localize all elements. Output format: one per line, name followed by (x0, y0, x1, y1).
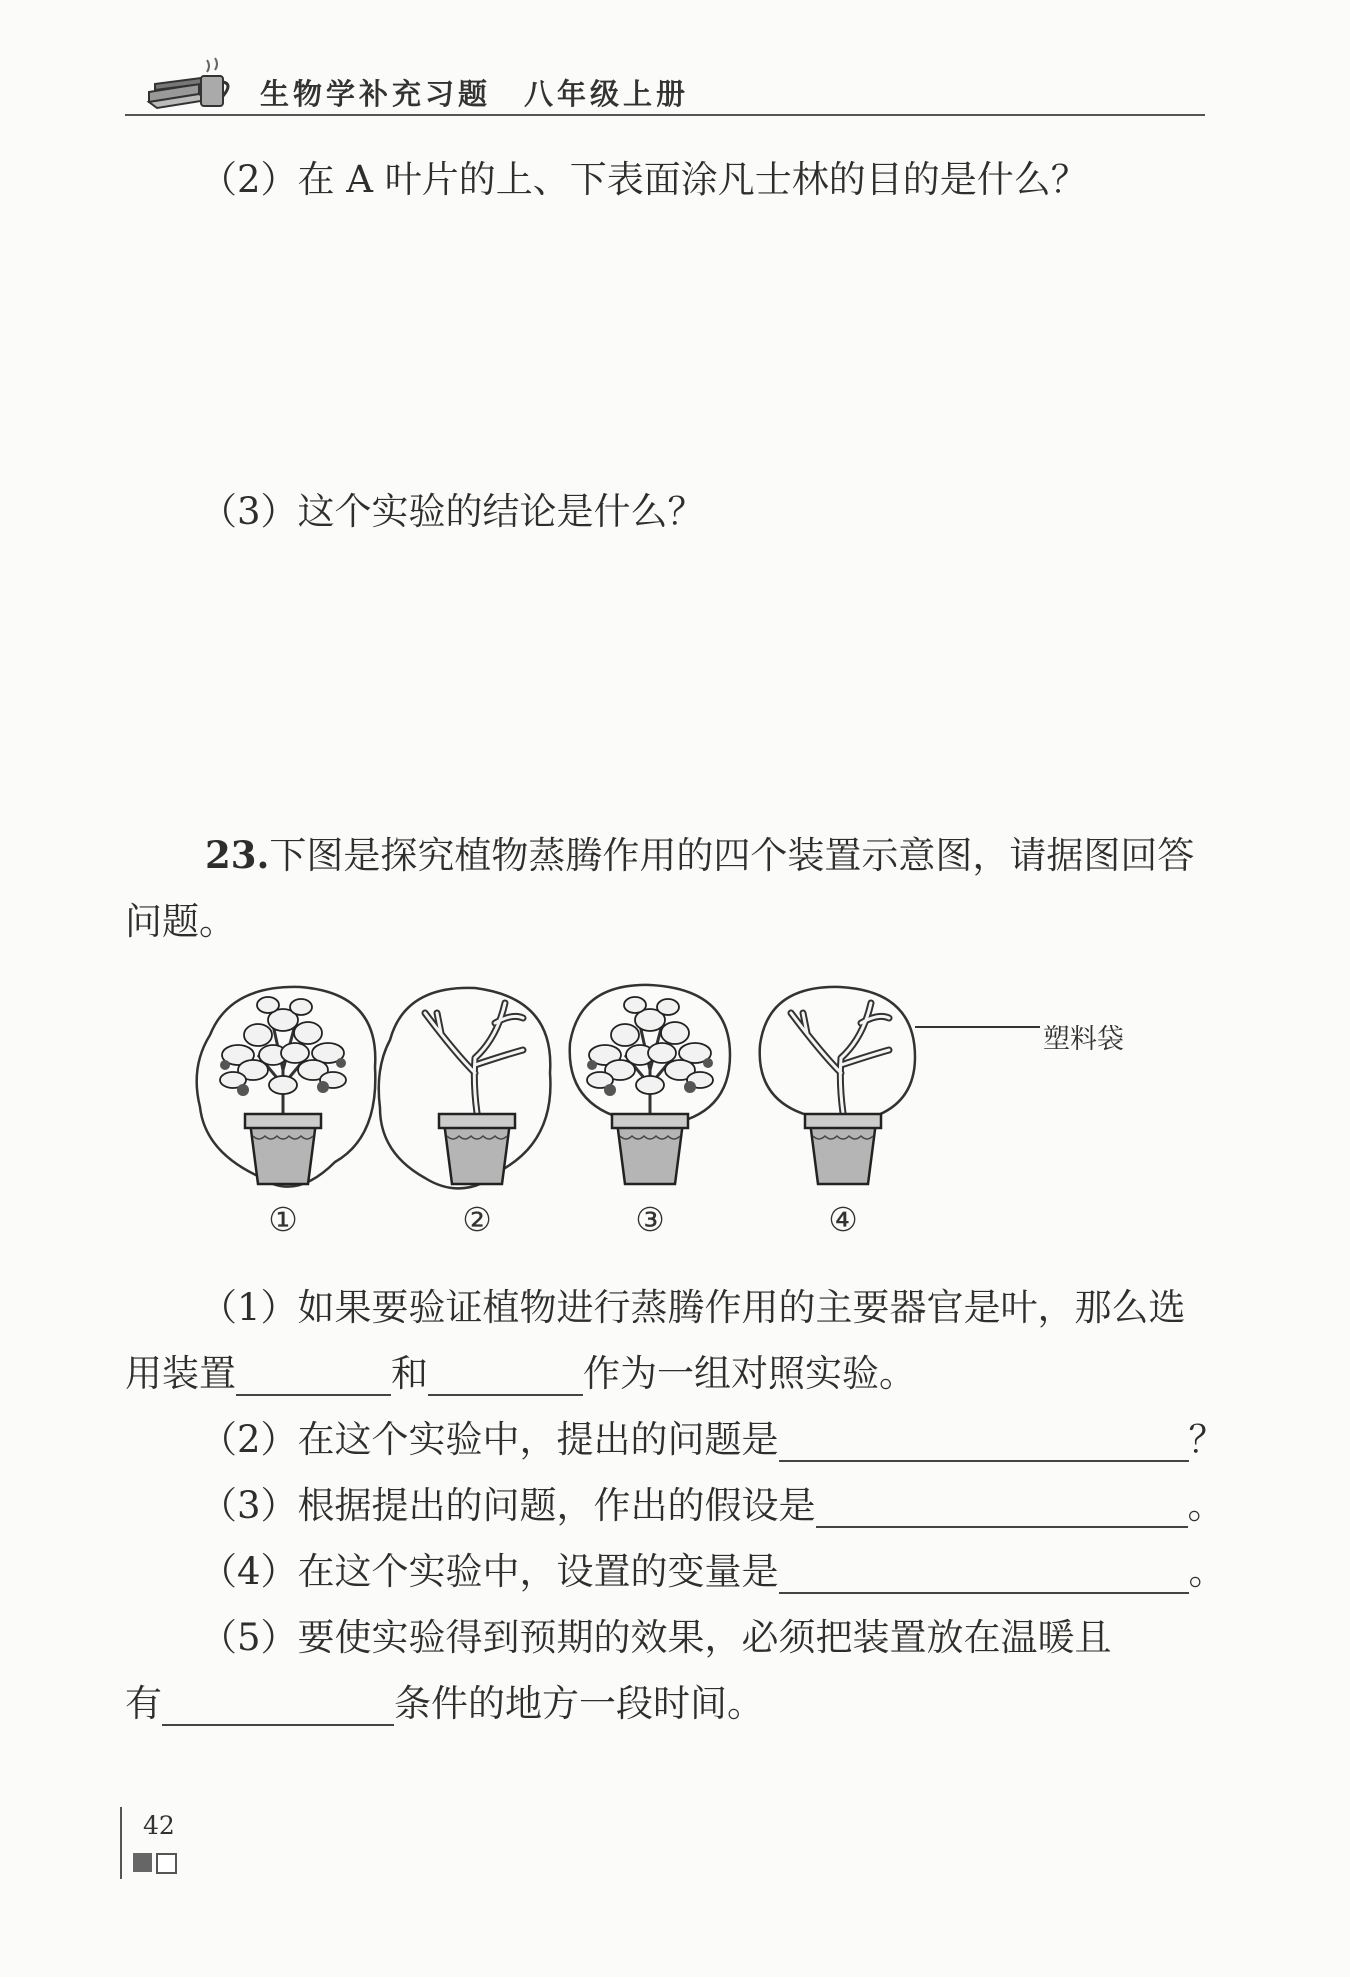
apparatus-1 (197, 987, 376, 1187)
q23-sub3-blank[interactable] (816, 1488, 1188, 1528)
q23-stem (125, 822, 1215, 955)
apparatus-label-2: ② (462, 1200, 492, 1239)
q23-sub4-end: 。 (1188, 1550, 1226, 1593)
q23-sub4 (200, 1550, 1226, 1594)
apparatus-label-4: ④ (828, 1200, 858, 1239)
filled-square-icon (133, 1853, 152, 1872)
empty-square-icon (156, 1853, 177, 1874)
q23-sub5-blank[interactable] (162, 1686, 394, 1726)
q23-sub2-blank[interactable] (779, 1422, 1189, 1462)
apparatus-3 (570, 985, 730, 1184)
q23-number: 23. (205, 833, 270, 877)
apparatus-label-3: ③ (635, 1200, 665, 1239)
footer-rule (120, 1807, 122, 1879)
apparatus-4 (760, 987, 915, 1184)
q23-stem-text: 下图是探究植物蒸腾作用的四个装置示意图，请据图回答问题。 (125, 834, 1195, 943)
q23-sub3 (200, 1484, 1225, 1528)
q23-sub4-text: （4）在这个实验中，设置的变量是 (200, 1550, 779, 1593)
q23-sub1-text-c: 作为一组对照实验。 (583, 1352, 916, 1395)
q23-sub5-text-b: 条件的地方一段时间。 (394, 1682, 764, 1725)
page-number: 42 (143, 1811, 175, 1840)
apparatus-2 (379, 988, 551, 1189)
q23-sub2-text: （2）在这个实验中，提出的问题是 (200, 1418, 779, 1461)
plastic-bag-label: 塑料袋 (1043, 1024, 1124, 1055)
q23-sub1-blank-2[interactable] (428, 1356, 583, 1396)
q23-sub1-line2 (125, 1352, 916, 1396)
transpiration-apparatus-figure (195, 975, 1155, 1275)
q22-sub3: （3）这个实验的结论是什么？ (200, 490, 705, 533)
header-title: 生物学补充习题 八年级上册 (260, 77, 690, 111)
q23-sub2-end: ？ (1188, 1418, 1226, 1461)
page-header (125, 50, 1205, 116)
q23-sub5-line2 (125, 1682, 764, 1726)
q23-sub5-text-a: 有 (125, 1682, 162, 1725)
q23-sub4-blank[interactable] (779, 1554, 1189, 1594)
q23-sub1-text-b: 和 (391, 1352, 428, 1395)
q23-sub3-text: （3）根据提出的问题，作出的假设是 (200, 1484, 816, 1527)
q23-sub5-line1: （5）要使实验得到预期的效果，必须把装置放在温暖且 (200, 1616, 1112, 1659)
header-rule (125, 114, 1205, 116)
q23-sub2 (200, 1418, 1226, 1462)
q23-sub1-line1: （1）如果要验证植物进行蒸腾作用的主要器官是叶，那么选 (200, 1286, 1186, 1329)
q22-sub2: （2）在 A 叶片的上、下表面涂凡士林的目的是什么？ (200, 158, 1088, 201)
q23-sub1-blank-1[interactable] (236, 1356, 391, 1396)
q23-sub3-end: 。 (1187, 1484, 1225, 1527)
q23-sub1-text-a: 用装置 (125, 1352, 236, 1395)
apparatus-label-1: ① (268, 1200, 298, 1239)
books-and-mug-icon (145, 54, 255, 114)
